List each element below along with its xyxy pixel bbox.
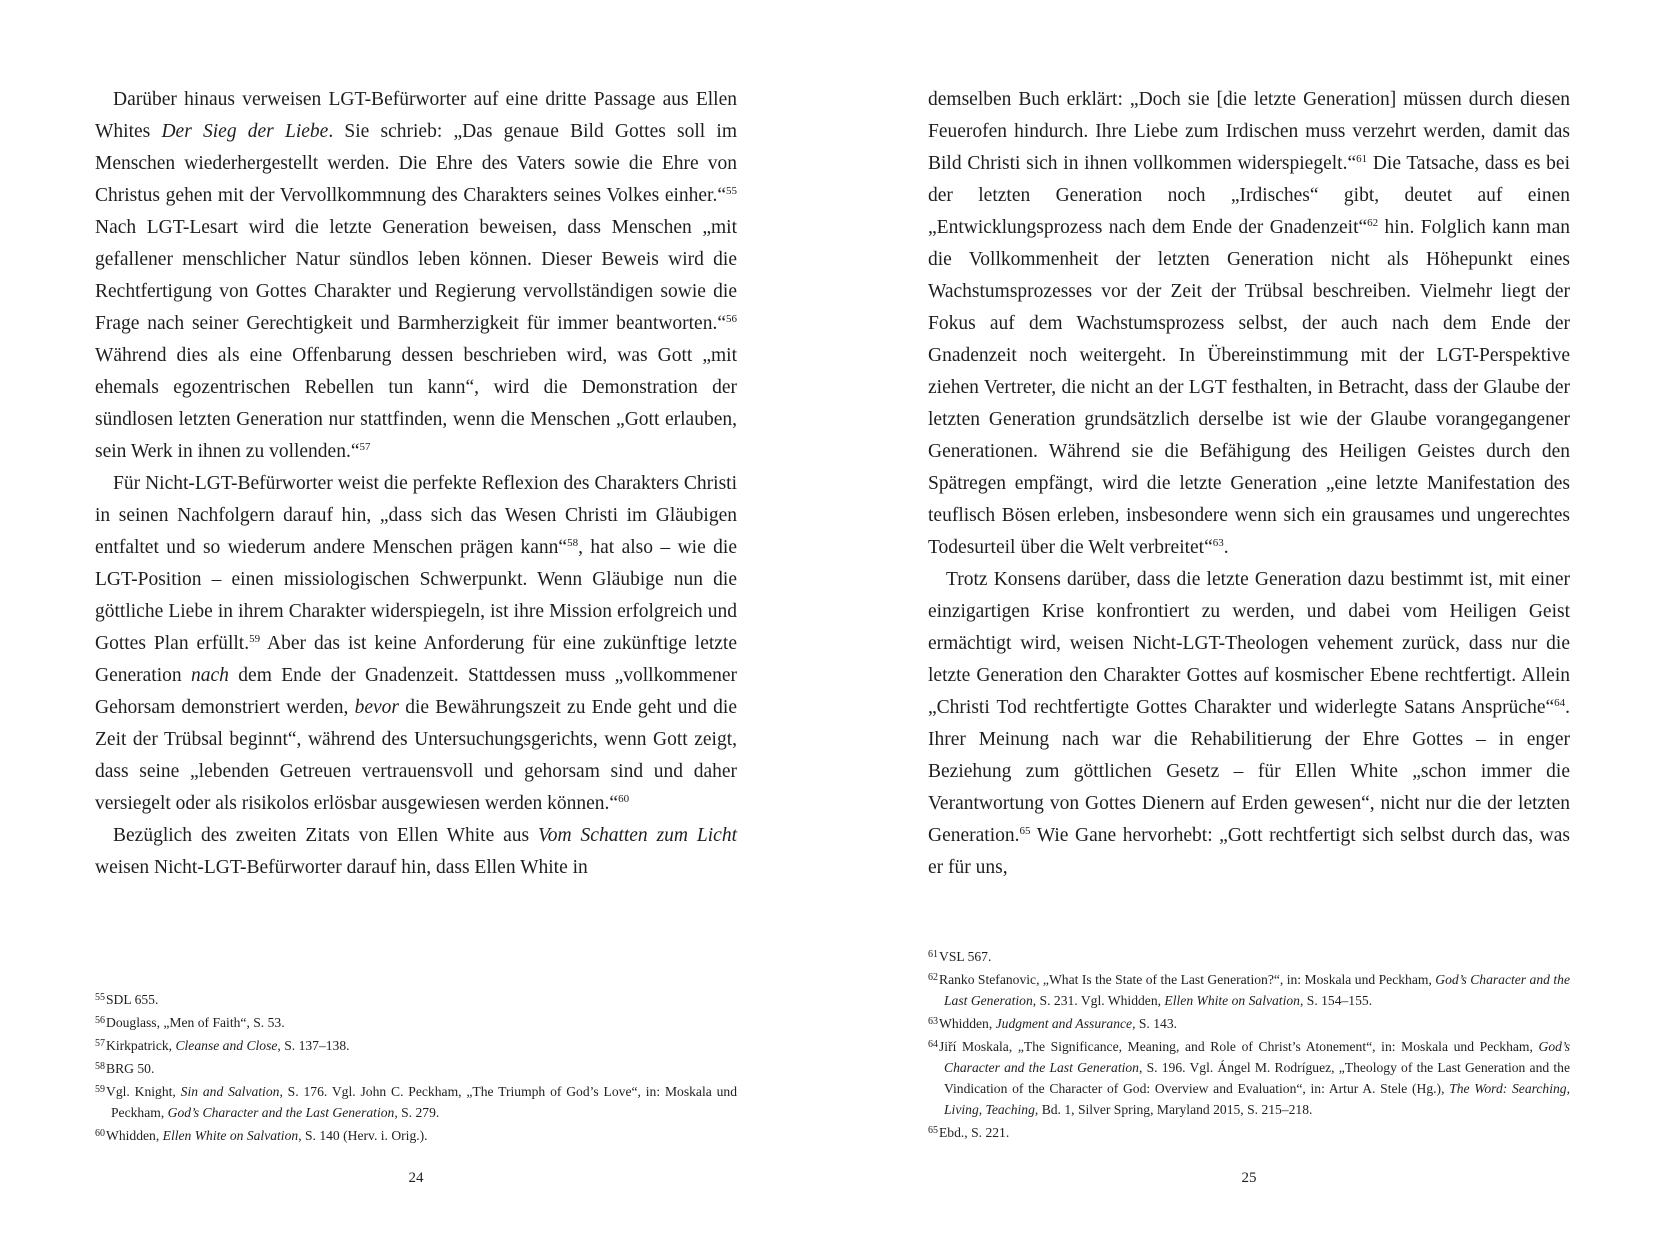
- footnote-number: 62: [928, 972, 938, 983]
- text-run: Vgl. Knight,: [106, 1084, 181, 1099]
- footnote-ref: 59: [249, 633, 261, 645]
- footnote: [928, 1034, 1570, 1120]
- text-run: Darüber hinaus verweisen LGT-Befürworter auf eine dritte Passage aus Ellen Whites: [95, 89, 737, 142]
- paragraph: [95, 468, 737, 820]
- text-run: dem Ende der Gnadenzeit. Stattdessen muss „vollkommener Gehorsam demonstriert werden,: [95, 665, 737, 718]
- page-number-right: 25: [1241, 1170, 1257, 1186]
- text-run: Whidden,: [939, 1016, 996, 1031]
- footnote-number: 63: [928, 1016, 938, 1027]
- text-run: Kirkpatrick,: [106, 1038, 176, 1053]
- footnote: [928, 967, 1570, 1011]
- text-run: , S. 231. Vgl. Whidden,: [1032, 993, 1165, 1008]
- right-page: [928, 0, 1570, 1240]
- italic-text: God’s Character and the Last Generation: [944, 972, 1570, 1008]
- footnote-ref: 56: [726, 313, 737, 325]
- text-run: hin. Folglich kann man die Vollkommenheit der letzten Generation nicht als Höhepunkt eines Wachstumsprozesses vor der Zeit der Trübsal beschreiben. Vielmehr liegt der Fokus auf dem Wachstumsprozess selbst, der auch nach dem Ende der Gnadenzeit noch weitergeht. In Übereinstimmung mit der LGT-Perspektive ziehen Vertreter, die nicht an der LGT festhalten, in Betracht, dass der Glaube der letzten Generation grundsätzlich derselbe ist wie der Glaube vorangegangener Generationen. Während sie die Befähigung des Heiligen Geistes durch den Spätregen empfängt, wird die letzte Generation „eine letzte Manifestation des teuflisch Bösen erleben, insbesondere wenn sich ein grausames und ungerechtes Todesurteil über die Welt verbreitet“: [928, 217, 1570, 558]
- text-run: Ebd., S. 221.: [939, 1125, 1010, 1140]
- footnote-ref: 60: [618, 793, 630, 805]
- text-run: Nach LGT-Lesart wird die letzte Generation beweisen, dass Menschen „mit gefallener menschlicher Natur sündlos leben können. Dieser Beweis wird die Rechtfertigung von Gottes Charakter und Regierung vervollständigen sowie die Frage nach seiner Gerechtigkeit und Barmherzigkeit für immer beantworten.“: [95, 217, 737, 334]
- paragraph: [928, 564, 1570, 884]
- text-run: , hat also – wie die LGT-Position – einen missiologischen Schwerpunkt. Wenn Gläubige nun die göttliche Liebe in ihrem Charakter widerspiegeln, ist ihre Mission erfolgreich und Gottes Plan erfüllt.: [95, 537, 737, 654]
- italic-text: Ellen White on Salvation: [1164, 993, 1300, 1008]
- footnote: [95, 1010, 737, 1033]
- text-run: , S. 176. Vgl. John C. Peckham, „The Triumph of God’s Love“, in: Moskala und Peckham,: [111, 1084, 737, 1120]
- italic-text: Der Sieg der Liebe: [161, 121, 329, 142]
- text-run: VSL 567.: [939, 949, 992, 964]
- footnote-ref: 58: [567, 537, 579, 549]
- text-run: , S. 143.: [1132, 1016, 1178, 1031]
- text-run: Während dies als eine Offenbarung dessen beschrieben wird, was Gott „mit ehemals egozentrischen Rebellen tun kann“, wird die Demonstration der sündlosen letzten Generation nur stattfinden, wenn die Menschen „Gott erlauben, sein Werk in ihnen zu vollenden.“: [95, 345, 737, 462]
- footnote-number: 58: [95, 1061, 105, 1072]
- text-run: . Sie schrieb: „Das genaue Bild Gottes soll im Menschen wiederhergestellt werden. Die Ehre des Vaters sowie die Ehre von Christus gehen mit der Vervollkommnung des Charakters seines Volkes einher.“: [95, 121, 738, 206]
- text-run: .: [1223, 537, 1229, 558]
- footnote-ref: 61: [1356, 153, 1368, 165]
- footnote: [95, 987, 737, 1010]
- footnote: [928, 944, 1570, 967]
- footnote-number: 64: [928, 1039, 938, 1050]
- footnote-number: 55: [95, 992, 105, 1003]
- italic-text: bevor: [354, 697, 399, 718]
- text-run: , S. 137–138.: [277, 1038, 350, 1053]
- footnote-ref: 65: [1019, 825, 1031, 837]
- text-run: , S. 140 (Herv. i. Orig.).: [298, 1128, 428, 1143]
- text-run: , S. 196. Vgl. Ángel M. Rodríguez, „Theology of the Last Generation and the Vindication of the Character of God: Overview and Evaluation“, in: Artur A. Stele (Hg.),: [944, 1060, 1570, 1096]
- italic-text: nach: [191, 665, 229, 686]
- text-run: Wie Gane hervorhebt: „Gott rechtfertigt sich selbst durch das, was er für uns,: [928, 825, 1570, 878]
- text-run: Whidden,: [106, 1128, 163, 1143]
- footnote-ref: 63: [1212, 537, 1224, 549]
- paragraph: [95, 820, 737, 884]
- footnote-ref: 62: [1367, 217, 1379, 229]
- footnote: [95, 1033, 737, 1056]
- italic-text: Judgment and Assurance: [995, 1016, 1133, 1031]
- footnote-number: 61: [928, 949, 938, 960]
- left-body-text: [95, 84, 737, 884]
- italic-text: God’s Character and the Last Generation: [944, 1039, 1570, 1075]
- text-run: Jiří Moskala, „The Significance, Meaning, and Role of Christ’s Atonement“, in: Moskala und Peckham,: [939, 1039, 1539, 1054]
- text-run: Douglass, „Men of Faith“, S. 53.: [106, 1015, 285, 1030]
- italic-text: Sin and Salvation: [180, 1084, 280, 1099]
- right-body-text: [928, 84, 1570, 884]
- text-run: BRG 50.: [106, 1061, 155, 1076]
- footnote: [95, 1079, 737, 1123]
- footnote-ref: 55: [726, 185, 737, 197]
- text-run: die Bewährungszeit zu Ende geht und die Zeit der Trübsal beginnt“, während des Untersuchungsgerichts, wenn Gott zeigt, dass seine „lebenden Getreuen vertrauensvoll und gehorsam sind und daher versiegelt oder als risikolos erlösbar ausgewiesen werden können.“: [95, 697, 737, 814]
- footnote-ref: 64: [1554, 697, 1566, 709]
- footnote-ref: 57: [359, 441, 371, 453]
- right-footnotes: [928, 944, 1570, 1143]
- italic-text: Cleanse and Close: [175, 1038, 278, 1053]
- text-run: , Bd. 1, Silver Spring, Maryland 2015, S. 215–218.: [1034, 1102, 1313, 1117]
- left-page: [95, 0, 737, 1240]
- footnote-number: 56: [95, 1015, 105, 1026]
- page-number-left: 24: [408, 1170, 424, 1186]
- text-run: , S. 154–155.: [1299, 993, 1373, 1008]
- text-run: Die Tatsache, dass es bei der letzten Generation noch „Irdisches“ gibt, deutet auf einen „Entwicklungsprozess nach dem Ende der Gnadenzeit“: [928, 153, 1570, 238]
- text-run: demselben Buch erklärt: „Doch sie [die letzte Generation] müssen durch diesen Feuerofen hindurch. Ihre Liebe zum Irdischen muss verzehrt werden, damit das Bild Christi sich in ihnen vollkommen widerspiegelt.“: [928, 89, 1570, 174]
- text-run: . Ihrer Meinung nach war die Rehabilitierung der Ehre Gottes – in enger Beziehung zum göttlichen Gesetz – für Ellen White „schon immer die Verantwortung von Gottes Dienern auf Erden gewesen“, nicht nur die der letzten Generation.: [928, 697, 1570, 846]
- italic-text: Vom Schatten zum Licht: [538, 825, 738, 846]
- paragraph: [928, 84, 1570, 564]
- text-run: Ranko Stefanovic, „What Is the State of the Last Generation?“, in: Moskala und Peckham,: [939, 972, 1436, 987]
- paragraph: [95, 84, 737, 468]
- text-run: weisen Nicht-LGT-Befürworter darauf hin, dass Ellen White in: [95, 857, 588, 878]
- italic-text: Ellen White on Salvation: [162, 1128, 299, 1143]
- text-run: , S. 279.: [394, 1105, 440, 1120]
- footnote-number: 57: [95, 1038, 105, 1049]
- italic-text: The Word: Searching, Living, Teaching: [944, 1081, 1570, 1117]
- text-run: SDL 655.: [106, 992, 159, 1007]
- footnote-number: 60: [95, 1128, 105, 1139]
- footnote: [928, 1011, 1570, 1034]
- text-run: Für Nicht-LGT-Befürworter weist die perfekte Reflexion des Charakters Christi in seinen Nachfolgern darauf hin, „dass sich das Wesen Christi im Gläubigen entfaltet und so wiederum andere Menschen prägen kann“: [95, 473, 737, 558]
- left-footnotes: [95, 987, 737, 1146]
- text-run: Bezüglich des zweiten Zitats von Ellen White aus: [113, 825, 539, 846]
- footnote: [95, 1123, 737, 1146]
- footnote-number: 59: [95, 1084, 105, 1095]
- footnote: [95, 1056, 737, 1079]
- text-run: Trotz Konsens darüber, dass die letzte Generation dazu bestimmt ist, mit einer einzigartigen Krise konfrontiert zu werden, und dabei vom Heiligen Geist ermächtigt wird, weisen Nicht-LGT-Theologen vehement zurück, dass nur die letzte Generation den Charakter Gottes auf kosmischer Ebene rechtfertigt. Allein „Christi Tod rechtfertigte Gottes Charakter und widerlegte Satans Ansprüche“: [928, 569, 1570, 718]
- italic-text: God’s Character and the Last Generation: [167, 1105, 395, 1120]
- text-run: Aber das ist keine Anforderung für eine zukünftige letzte Generation: [95, 633, 737, 686]
- footnote-number: 65: [928, 1125, 938, 1136]
- footnote: [928, 1120, 1570, 1143]
